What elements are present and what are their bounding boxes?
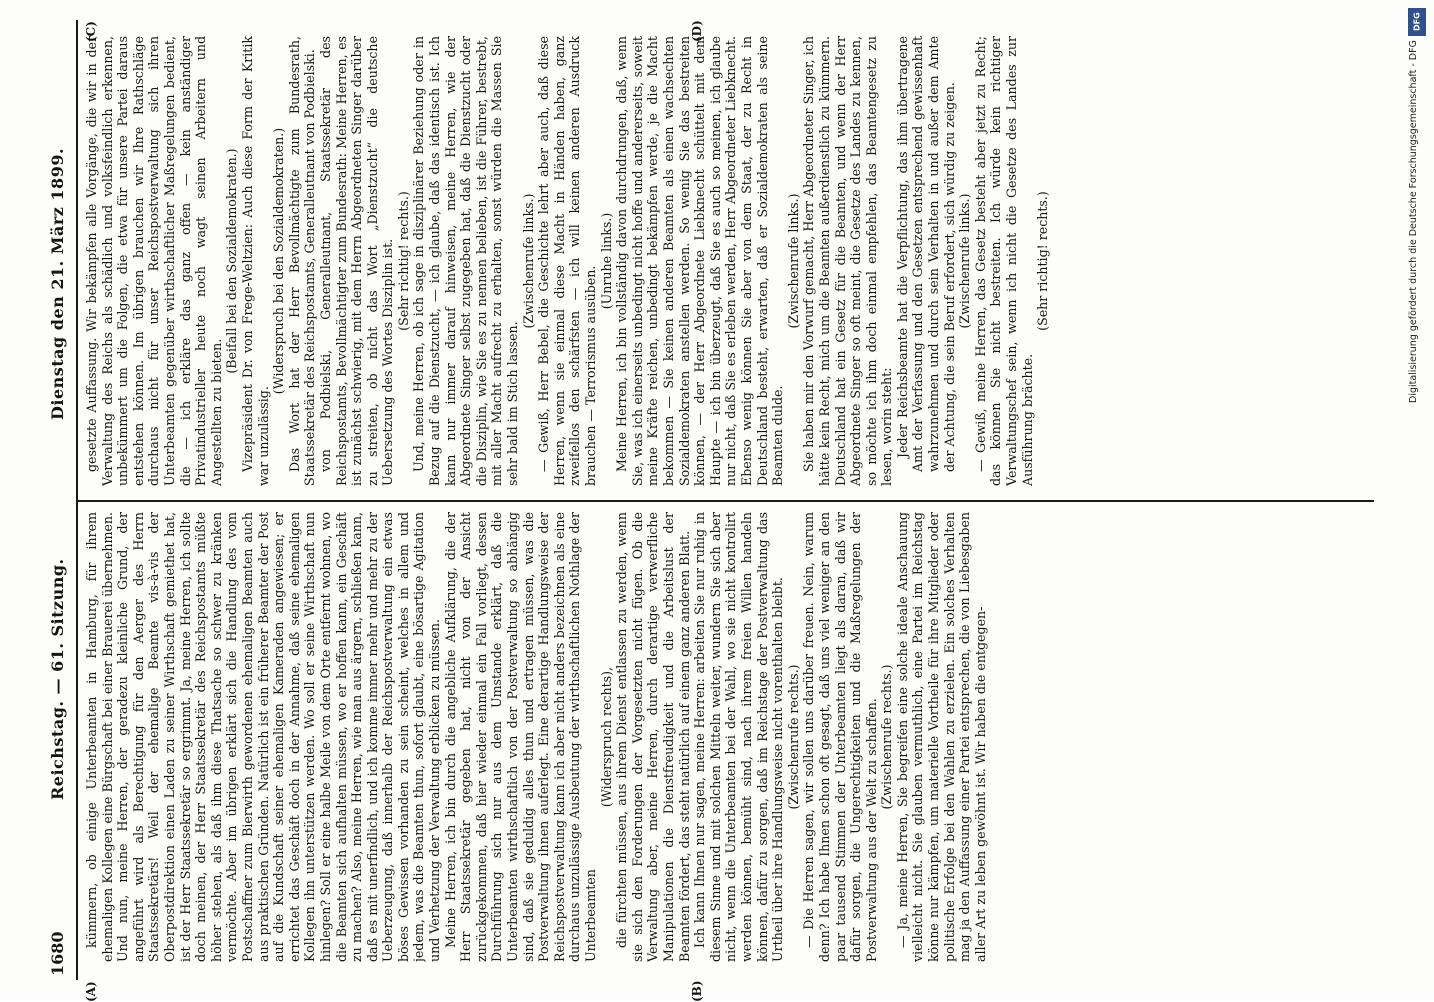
paragraph: Das Wort hat der Herr Bevollmächtigte zum Bundesrath, Staatssekretär des Reichspostamts, Generalleutnant von Podbielski. xyxy=(287,36,318,486)
margin-mark-b: (B) xyxy=(690,981,704,1002)
header-date: Dienstag den 21. März 1899. xyxy=(48,148,67,420)
margin-mark-c: (C) xyxy=(84,21,98,42)
paragraph: — Ja, meine Herren, Sie begreifen eine solche ideale Anschauung vielleicht nicht. Sie glauben vermuthlich, eine Partei im Reichstag könne nur kämpfen, um materielle Vortheile für ihre Mitglieder oder politische Erfolge bei den Wahlen zu erzielen. Ein solches Verhalten mag ja den Auffassung einer Partei entsprechen, die von Liebesgaben aller Art zu leben gewöhnt ist. Wir haben die entgegen- xyxy=(895,512,989,962)
paragraph: — Gewiß, meine Herren, das Gesetz besteht aber jetzt zu Recht; das können Sie nicht bestreiten. Ich würde kein richtiger Verwaltungschef sein, wenn ich nicht die Gesetze des Landes zur Ausführung brächte. xyxy=(973,36,1035,486)
paragraph: kümmern, ob einige Unterbeamten in Hamburg, für ihrem ehemaligen Kollegen eine Bürgschaft bei einer Brauerei übernehmen. Und nun, meine Herren, der geradezu kleinliche Grund, der angeführt wird als Berechtigung für den Aerger des Herrn Staatssekretärs! Weil der ehemalige Beamte vis-à-vis der Oberpostdirektion einen Laden zu seiner Wirthschaft gemiethet hat, ist der Herr Staatssekretär so ergrimmt. Ja, meine Herren, ich sollte doch meinen, der Herr Staatssekretär des Reichspostamts müßte höher stehen, als daß ihm diese Thatsache so schwer zu kränken vermöchte. Aber im übrigen erklärt sich die Handlung des vom Postschaffner zum Bierwirth gewordenen ehemaligen Beamten auch aus praktischen Gründen. Natürlich ist ein früherer Beamter der Post auf die Kundschaft seiner ehemaligen Kameraden angewiesen; er errichtet das Geschäft doch in der Annahme, daß seine ehemaligen Kollegen ihn unterstützen werden. Wo soll er seine Wirthschaft nun hinlegen? Soll er eine halbe Meile von dem Orte entfernt wohnen, wo die Beamten sich aufhalten müssen, wo er hoffen kann, ein Geschäft zu machen? Also, meine Herren, wie man aus ärgern, schließen kann, daß es mit unerfindlich, und ich komme immer mehr und mehr zu der Ueberzeugung, daß innerhalb der Reichspostverwaltung ein etwas böses Gewissen vorhanden zu sein scheint, welches in allem und jedem, was die Beamten thun, sofort glaubt, eine bösartige Agitation und Verhetzung der Verwaltung erblicken zu müssen. xyxy=(84,512,443,962)
paragraph: die fürchten müssen, aus ihrem Dienst entlassen zu werden, wenn sie sich den Forderungen der Vorgesetzten nicht fügen. Ob die Verwaltung aber, meine Herren, durch derartige verwerfliche Manipulationen die Dienstfreudigkeit und die Arbeitslust der Beamten fördert, das steht natürlich auf einem ganz anderen Blatt. xyxy=(614,512,692,962)
interjection: (Zwischenrufe rechts.) xyxy=(879,512,895,962)
interjection: (Widerspruch rechts), xyxy=(599,512,615,962)
margin-mark-d: (D) xyxy=(690,20,704,42)
interjection: (Zwischenrufe links.) xyxy=(957,36,973,486)
paragraph: Meine Herren, ich bin durch die angebliche Aufklärung, die der Herr Staatssekretär gegeben hat, nicht von der Ansicht zurückgekommen, daß hier wieder einmal ein Fall vorliegt, dessen Durchführung sich nur aus dem Umstande erklärt, daß die Unterbeamten wirthschaftlich von der Postverwaltung so abhängig sind, daß sie geduldig alles thun und ertragen müssen, was die Postverwaltung ihnen auferlegt. Eine derartige Handlungsweise der Reichspostverwaltung kann ich aber nicht anders bezeichnen als eine durchaus unzulässige Ausbeutung der wirthschaftlichen Nothlage der Unterbeamten xyxy=(443,512,599,962)
left-text-column xyxy=(84,512,1374,962)
interjection: (Sehr richtig! rechts.) xyxy=(396,36,412,486)
interjection: (Beifall bei den Sozialdemokraten.) xyxy=(224,36,240,486)
paragraph: — Die Herren sagen, wir sollen uns darüber freuen. Nein, warum denn? Ich habe Ihnen schon oft gesagt, daß uns viel weniger an den paar tausend Stimmen der Unterbeamten liegt als daran, daß wir dafür sorgen, die Ungerechtigkeiten und die Maßregelungen der Postverwaltung aus der Welt zu schaffen. xyxy=(801,512,879,962)
right-text-column xyxy=(84,36,1374,486)
margin-mark-a: (A) xyxy=(84,981,98,1002)
speaker-paragraph: Vizepräsident Dr. von Frege-Weltzien: Auch diese Form der Kritik war unzulässig. xyxy=(240,36,271,486)
interjection: (Sehr richtig! rechts.) xyxy=(1035,36,1051,486)
digitization-credit: Digitalisierung gefördert durch die Deutsche Forschungsgemeinschaft - DFG xyxy=(1408,40,1426,600)
dfg-logo: DFG xyxy=(1408,8,1426,36)
paragraph: Meine Herren, ich bin vollständig davon durchdrungen, daß, wenn Sie, was ich einerseits unbedingt nicht hoffe und andererseits, soweit meine Kräfte reichen, unbedingt bekämpfen werde, je die Macht bekommen — Sie keinen anderen Beamten als einen wachsechten Sozialdemokraten anstellen werden. So wenig Sie das bestreiten können, — der Herr Abgeordnete Liebknecht schüttelt mit dem Haupte — ich bin überzeugt, daß Sie es auch so meinen, ich glaube nur nicht, daß Sie es erleben werden, Herr Abgeordneter Liebknecht. Ebenso wenig können Sie aber von dem Staat, der zu Recht in Deutschland besteht, erwarten, daß er Sozialdemokraten als seine Beamten dulde. xyxy=(614,36,786,486)
speaker-paragraph: von Podbielski, Generalleutnant, Staatssekretär des Reichspostamts, Bevollmächtigter zum Bundesrath: Meine Herren, es ist zunächst schwierig, mit dem Herrn Abgeordneten Singer darüber zu streiten, ob nicht das Wort „Dienstzucht“ die deutsche Uebersetzung des Wortes Disziplin ist. xyxy=(318,36,396,486)
paragraph: Ich kann Ihnen nur sagen, meine Herren: arbeiten Sie nur ruhig in diesem Sinne und mit solchen Mitteln weiter, wundern Sie sich aber nicht, wenn die Unterbeamten bei der Wahl, wo sie nicht kontrolirt werden können, bemüht sind, nach ihrem freien Willen handeln können, dafür zu sorgen, daß im Reichstage der Postverwaltung das Urtheil über ihre Handlungsweise nicht vorenthalten bleibt. xyxy=(692,512,786,962)
paragraph: Sie haben mir den Vorwurf gemacht, Herr Abgeordneter Singer, ich hätte kein Recht, mich um die Beamten außerdienstlich zu kümmern. Deutschland hat ein Gesetz für die Beamten, und wenn der Herr Abgeordnete Singer so oft meint, die Gesetze des Landes zu kennen, so möchte ich ihm doch einmal empfehlen, das Beamtengesetz zu lesen, worin steht: xyxy=(801,36,895,486)
quoted-law-text: Jeder Reichsbeamte hat die Verpflichtung, das ihm übertragene Amt der Verfassung und den Gesetzen entsprechend gewissenhaft wahrzunehmen und durch sein Verhalten in und außer dem Amte der Achtung, die sein Beruf erfordert, sich würdig zu zeigen. xyxy=(895,36,957,486)
paragraph: gesetzte Auffassung. Wir bekämpfen alle Vorgänge, die wir in der Verwaltung des Reichs als schädlich und volksfeindlich erkennen, unbekümmert um die Folgen, die etwa für unsere Partei daraus entstehen können. Im übrigen brauchen wir Ihre Rathschläge durchaus nicht für unser Reichspostverwaltung sich ihren Unterbeamten gegenüber wirthschaftlicher Maßregelungen bedient, die — ich erkläre das ganz offen — kein anständiger Privatindustrieller heute noch wagt seinen Arbeitern und Angestellten zu bieten. xyxy=(84,36,224,486)
interjection: (Zwischenrufe links.) xyxy=(786,36,802,486)
page-number: 1680 xyxy=(48,931,67,976)
interjection: (Widerspruch bei den Sozialdemokraten.) xyxy=(271,36,287,486)
rotated-page-content xyxy=(40,20,1380,980)
page-header xyxy=(42,20,78,980)
paragraph: — Gewiß, Herr Bebel, die Geschichte lehrt aber auch, daß diese Herren, wenn sie einmal diese Macht in Händen haben, ganz zweifellos den schärfsten — ich will keinen anderen Ausdruck brauchen — Terrorismus ausüben. xyxy=(536,36,598,486)
interjection: (Unruhe links.) xyxy=(599,36,615,486)
interjection: (Zwischenrufe links.) xyxy=(521,36,537,486)
header-session-title: Reichstag. — 61. Sitzung. xyxy=(48,558,67,800)
column-divider xyxy=(78,500,1374,502)
digitization-note xyxy=(1404,0,1432,1000)
interjection: (Zwischenrufe rechts.) xyxy=(786,512,802,962)
paragraph: Und, meine Herren, ob ich sage in disziplinärer Beziehung oder in Bezug auf die Dienstzucht, — ich glaube, daß das identisch ist. Ich kann nur immer darauf hinweisen, meine Herren, wie der Abgeordnete Singer selbst zugegeben hat, daß die Dienstzucht oder die Disziplin, wie Sie es zu nennen belieben, ist die Führer, bestrebt, mit aller Macht aufrecht zu erhalten, sonst würden die Massen Sie sehr bald im Stich lassen. xyxy=(411,36,520,486)
